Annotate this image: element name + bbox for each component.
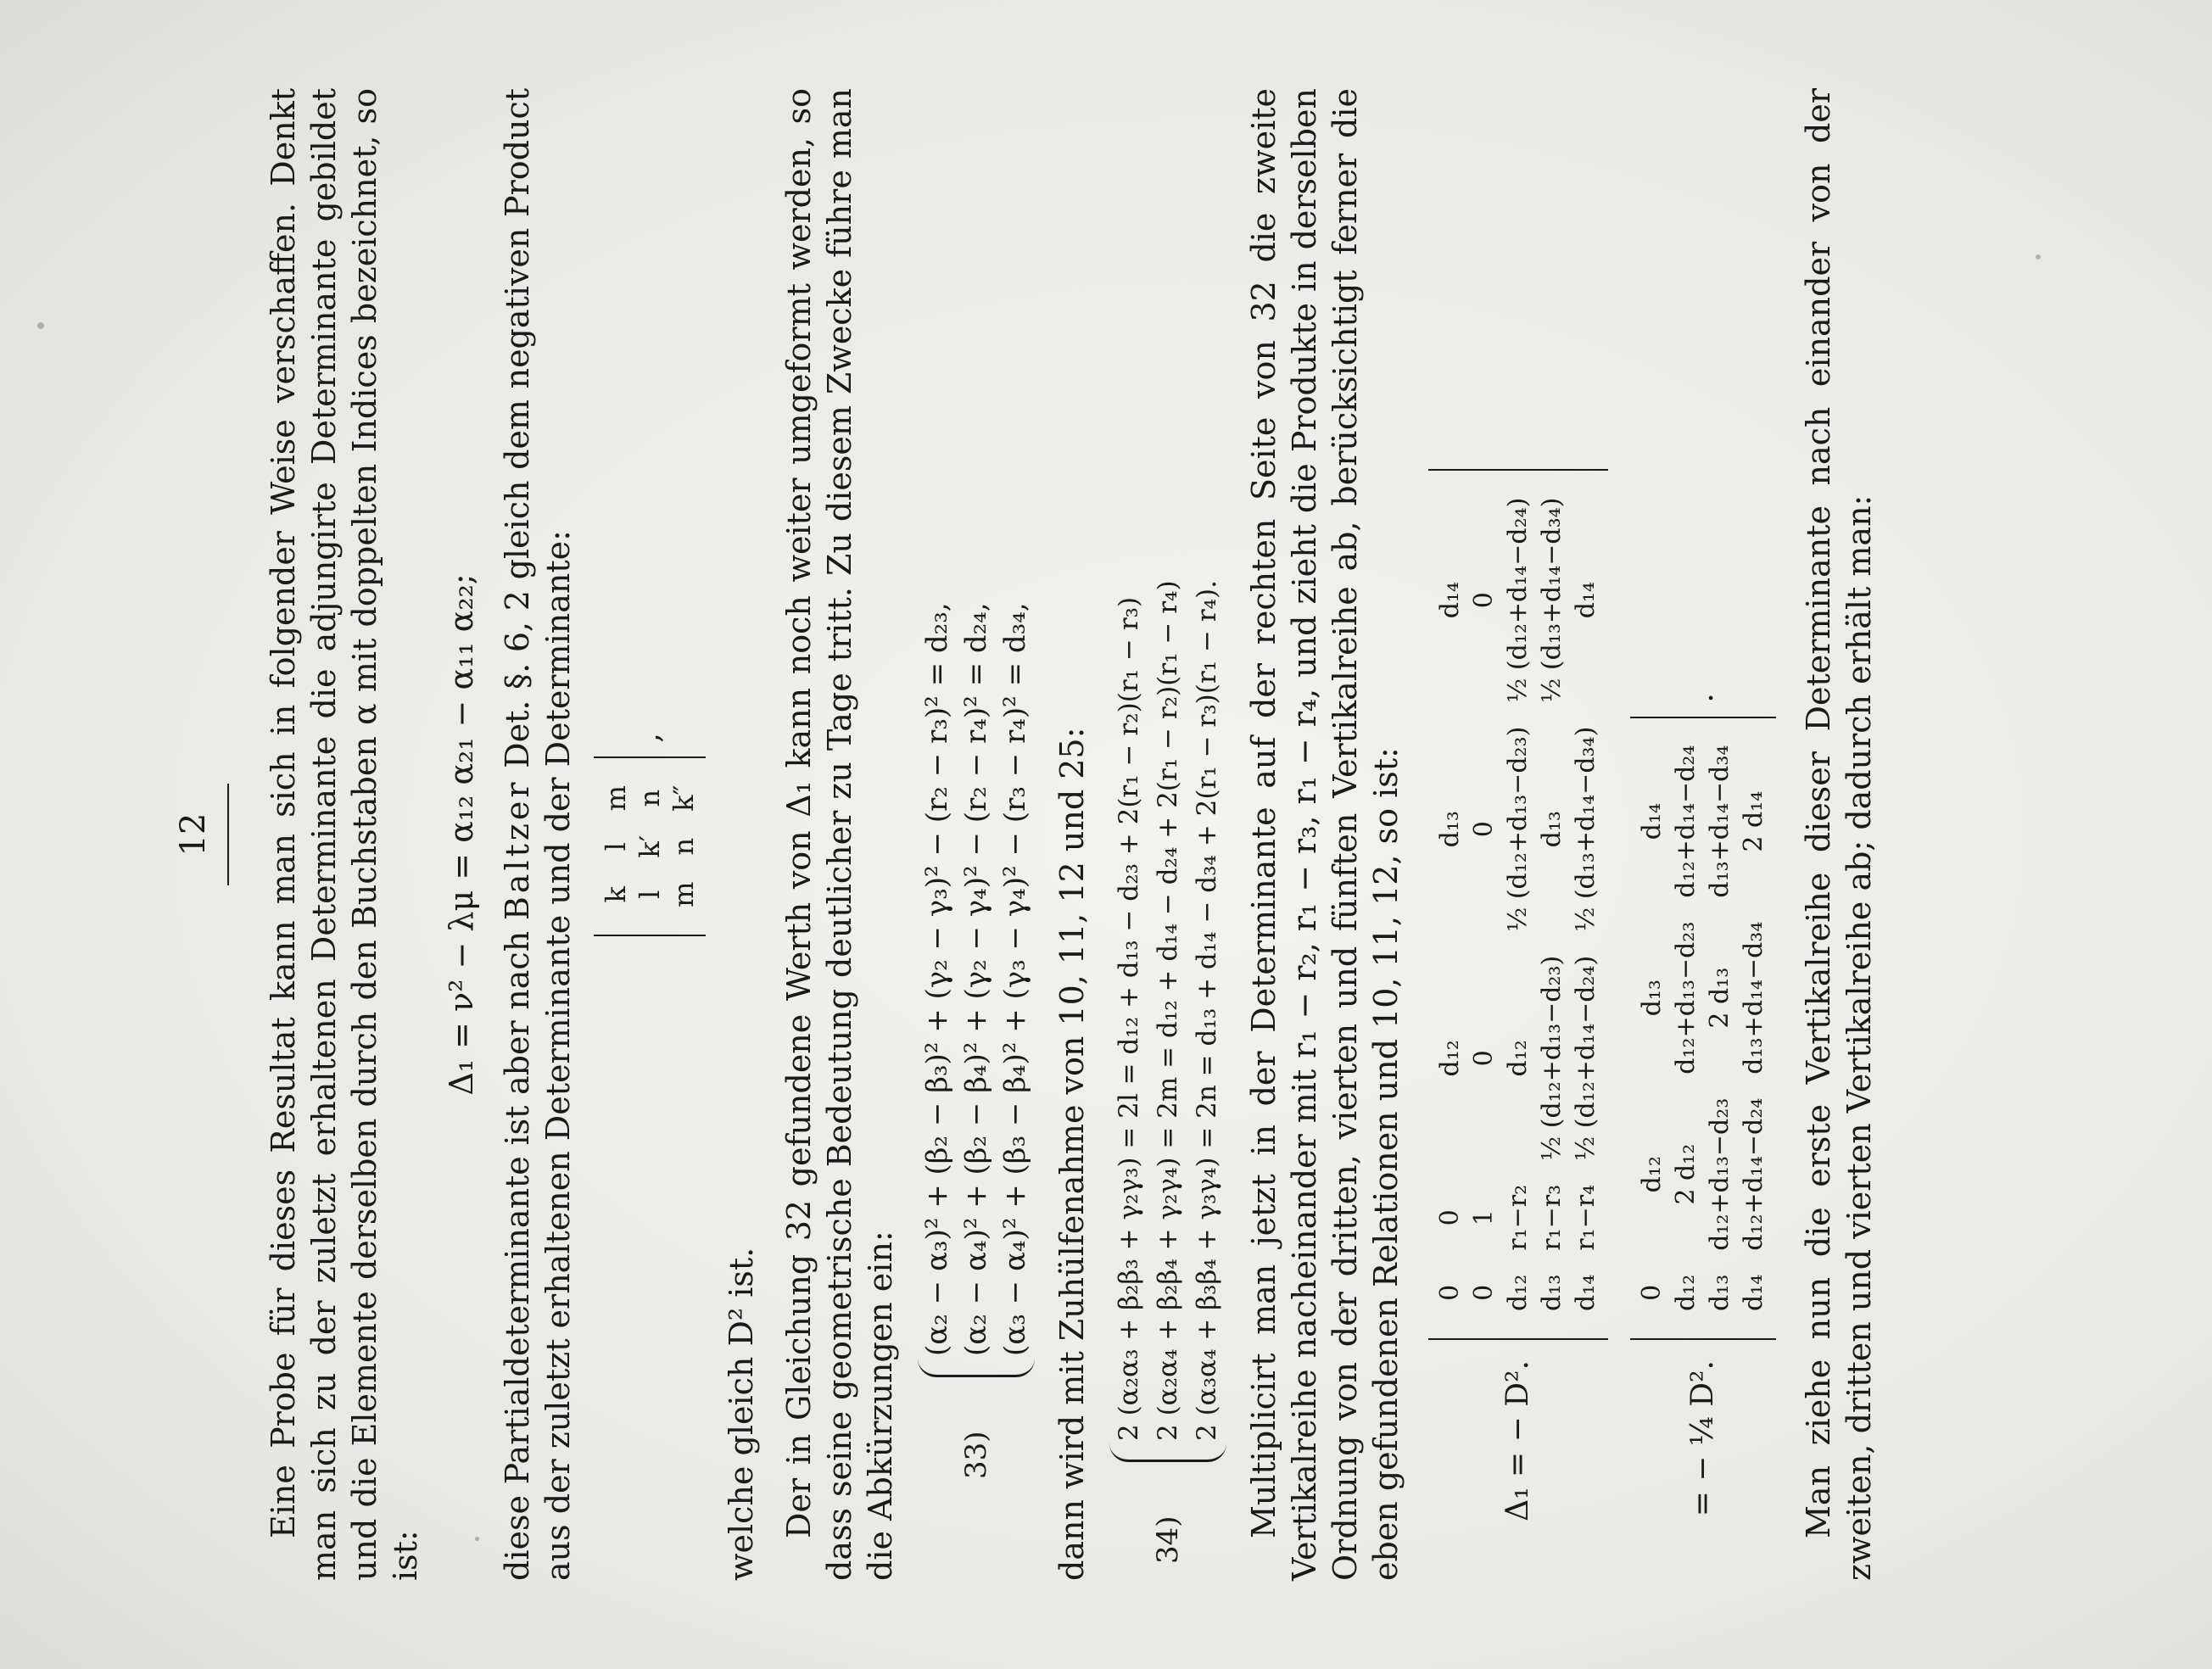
- equation-system: [1109, 580, 1226, 1462]
- equation-33: [918, 88, 1035, 1479]
- det-cell: n: [634, 789, 666, 807]
- small-determinant-block: [594, 88, 706, 1581]
- det-cell: m: [600, 785, 632, 812]
- page-number: 12: [174, 812, 213, 857]
- det-cell: 0: [1637, 1284, 1667, 1301]
- det-cell: 2 d₁₃: [1705, 967, 1734, 1029]
- determinant-equation-2: [1630, 88, 1776, 1581]
- paragraph-text: diese Partialdeterminante ist aber nach: [499, 930, 536, 1581]
- det-cell: ½ (d₁₃+d₁₄−d₃₄): [1537, 497, 1567, 703]
- det-cell: d₁₄: [1739, 1274, 1768, 1311]
- equation-line: (α₂ − α₃)² + (β₂ − β₃)² + (γ₂ − γ₃)² − (r₂ − r₃)² = d₂₃,: [920, 602, 954, 1356]
- det-cell: k′: [634, 834, 666, 858]
- determinant-4x4: [1630, 717, 1776, 1340]
- det-cell: d₁₃: [1537, 811, 1567, 848]
- rotated-book-page: [173, 88, 2039, 1581]
- equation-line: (α₃ − α₄)² + (β₃ − β₄)² + (γ₃ − γ₄)² − (r₃ − r₄)² = d₃₄,: [998, 602, 1032, 1356]
- det-cell: 0: [1469, 592, 1499, 609]
- det-cell: d₁₃: [1637, 980, 1667, 1017]
- det-cell: k″: [668, 784, 700, 812]
- det-cell: d₁₃: [1435, 811, 1465, 848]
- paragraph-man-ziehe: Man ziehe nun die erste Vertikalreihe dieser Determinante nach einander von der zweiten, dritten und vierten Vertikalreihe ab; dadurch erhält man:: [1800, 88, 1878, 1581]
- equation-system: [918, 602, 1035, 1377]
- det-cell: d₁₄: [1435, 582, 1465, 619]
- equation-line: 2 (α₂α₄ + β₂β₄ + γ₂γ₄) = 2m = d₁₂ + d₁₄ − d₂₄ + 2(r₁ − r₂)(r₁ − r₄): [1153, 580, 1183, 1441]
- det-cell: 2 d₁₂: [1671, 1143, 1701, 1205]
- equation-label: 34): [1151, 1515, 1185, 1564]
- page-number-rule: [227, 784, 229, 885]
- det-cell: d₁₂: [1435, 1040, 1465, 1077]
- det-cell: m: [668, 881, 700, 907]
- det-cell: ½ (d₁₂+d₁₄−d₂₄): [1503, 497, 1533, 703]
- paragraph-probe: Eine Probe für dieses Resultat kann man sich in folgender Weise verschaffen. Denkt man sich zu der zuletzt erhaltenen Determinante die adjungirte Determinante gebildet und die Elemente derselben durch den Buchstaben α mit doppelten Indices bezeichnet, so ist:: [265, 88, 424, 1581]
- det-cell: d₁₂: [1671, 1274, 1701, 1311]
- det-cell: l: [634, 890, 666, 899]
- det-cell: 0: [1469, 1050, 1499, 1067]
- det-cell: r₁−r₂: [1503, 1184, 1533, 1251]
- det-cell: 0: [1469, 1284, 1499, 1301]
- det-cell: 1: [1469, 1209, 1499, 1226]
- det-cell: d₁₃+d₁₄−d₃₄: [1705, 745, 1734, 898]
- det-suffix: .: [1685, 693, 1720, 703]
- equation-line: 2 (α₂α₃ + β₂β₃ + γ₂γ₃) = 2l = d₁₂ + d₁₃ − d₂₃ + 2(r₁ − r₂)(r₁ − r₃): [1114, 596, 1144, 1441]
- det-cell: d₁₃: [1537, 1274, 1567, 1311]
- det-cell: d₁₃: [1705, 1274, 1734, 1311]
- det-cell: d₁₄: [1637, 802, 1667, 840]
- det-cell: n: [668, 837, 700, 856]
- det-cell: ½ (d₁₂+d₁₃−d₂₃): [1537, 955, 1567, 1161]
- det-cell: ½ (d₁₂+d₁₄−d₂₄): [1571, 955, 1600, 1161]
- equation-line: 2 (α₃α₄ + β₃β₄ + γ₃γ₄) = 2n = d₁₃ + d₁₄ − d₃₄ + 2(r₁ − r₃)(r₁ − r₄).: [1192, 580, 1222, 1441]
- paragraph-gleichung-32: Der in Gleichung 32 gefundene Werth von Δ₁ kann noch weiter umgeformt werden, so dass seine geometrische Bedeutung deutlicher zu Tage tritt. Zu diesem Zwecke führe man die Abkürzungen ein:: [780, 88, 899, 1581]
- det-prefix: = − ¼ D².: [1685, 1360, 1720, 1517]
- det-cell: k: [600, 886, 632, 903]
- determinant-5x5: [1428, 469, 1608, 1340]
- det-cell: r₁−r₃: [1537, 1184, 1567, 1251]
- det-cell: d₁₂: [1503, 1274, 1533, 1311]
- equation-label: 33): [959, 1431, 993, 1479]
- det-cell: r₁−r₄: [1571, 1184, 1600, 1251]
- det-cell: 0: [1435, 1209, 1465, 1226]
- paragraph-welche: welche gleich D² ist.: [723, 1247, 760, 1581]
- formula-delta1: Δ₁ = ν² − λμ = α₁₂ α₂₁ − α₁₁ α₂₂;: [443, 573, 480, 1096]
- det-cell: l: [600, 842, 632, 851]
- det-cell: 2 d₁₄: [1739, 790, 1768, 852]
- paragraph-text: Det. §. 6, 2 gleich dem negativen Product aus der zuletzt erhaltenen Determinante und der Determinante:: [499, 88, 577, 1581]
- det-cell: d₁₂: [1637, 1156, 1667, 1193]
- equation-line: (α₂ − α₄)² + (β₂ − β₄)² + (γ₂ − γ₄)² − (r₂ − r₄)² = d₂₄,: [959, 602, 993, 1356]
- det-cell: d₁₂+d₁₃−d₂₃: [1671, 921, 1701, 1075]
- paragraph-partialdeterminante: [497, 88, 578, 1581]
- det-prefix: Δ₁ = − D².: [1500, 1360, 1535, 1521]
- det-cell: d₁₂: [1503, 1040, 1533, 1077]
- small-determinant: [594, 756, 706, 936]
- det-suffix: ,: [632, 733, 667, 743]
- det-cell: d₁₃+d₁₄−d₃₄: [1739, 921, 1768, 1075]
- det-cell: d₁₄: [1571, 582, 1600, 619]
- det-cell: 0: [1435, 1284, 1465, 1301]
- det-cell: ½ (d₁₂+d₁₃−d₂₃): [1503, 726, 1533, 932]
- det-cell: d₁₂+d₁₃−d₂₃: [1705, 1097, 1734, 1251]
- det-cell: d₁₄: [1571, 1274, 1600, 1311]
- det-cell: d₁₂+d₁₄−d₂₄: [1739, 1097, 1768, 1251]
- author-name: Baltzer: [499, 779, 536, 921]
- scan-speck: [37, 322, 44, 329]
- determinant-equation-1: [1428, 88, 1608, 1581]
- det-cell: d₁₂+d₁₄−d₂₄: [1671, 745, 1701, 898]
- paragraph-multiplicirt: Multiplicirt man jetzt in der Determinante auf der rechten Seite von 32 die zweite Vertikalreihe nacheinander mit r₁ − r₂, r₁ − r₃, r₁ − r₄, und zieht die Produkte in derselben Ordnung von der dritten, vierten und fünften Vertikalreihe ab, berücksichtigt ferner die eben gefundenen Relationen und 10, 11, 12, so ist:: [1245, 88, 1405, 1581]
- paragraph-dann: dann wird mit Zuhülfenahme von 10, 11, 12 und 25:: [1053, 727, 1091, 1581]
- det-cell: ½ (d₁₃+d₁₄−d₃₄): [1571, 726, 1600, 932]
- equation-34: [1109, 88, 1226, 1564]
- det-cell: 0: [1469, 821, 1499, 838]
